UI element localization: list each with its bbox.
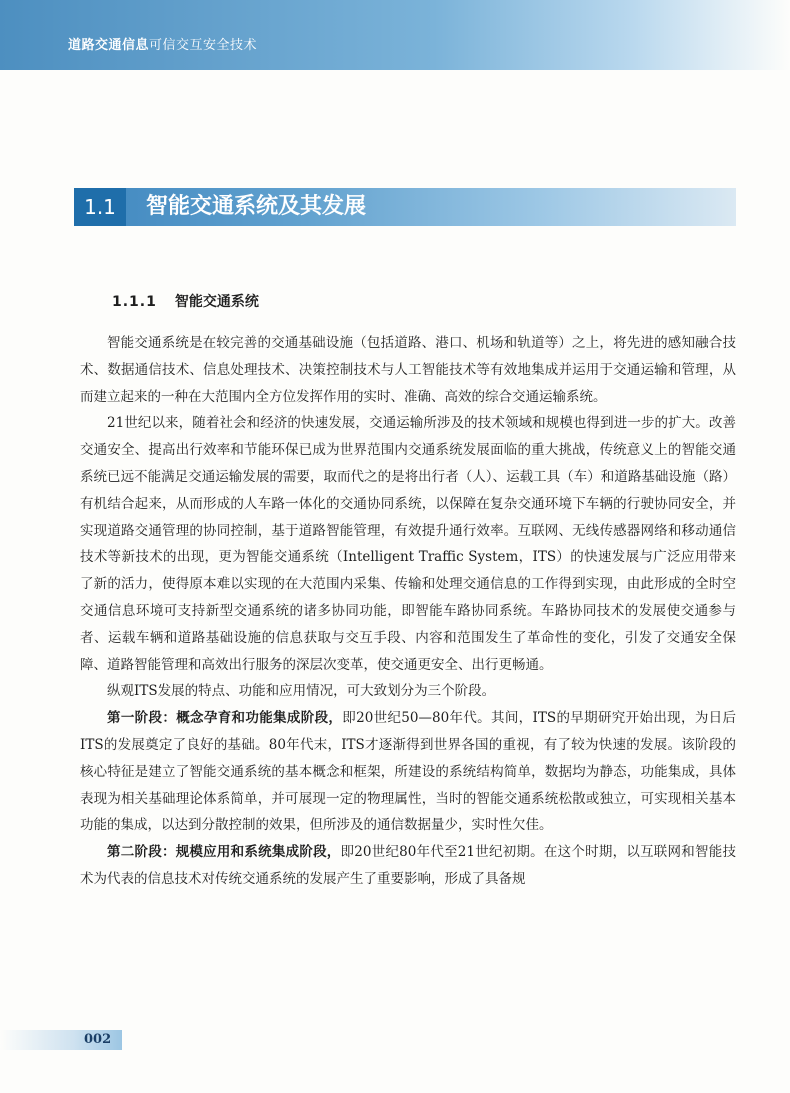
- stage-two-text: 即20世纪80年代至21世纪初期。在这个时期，以互联网和智能技术为代表的信息技术对传统交通系统的发展产生了重要影响，形成了具备规: [80, 844, 736, 887]
- paragraph: 21世纪以来，随着社会和经济的快速发展，交通运输所涉及的技术领域和规模也得到进一步的扩大。改善交通安全、提高出行效率和节能环保已成为世界范围内交通系统发展面临的重大挑战，传统意义上的智能交通系统已远不能满足交通运输发展的需要，取而代之的是将出行者（人）、运载工具（车）和道路基础设施（路）有机结合起来，从而形成的人车路一体化的交通协同系统，以保障在复杂交通环境下车辆的行驶协同安全，并实现道路交通管理的协同控制，基于道路智能管理，有效提升通行效率。互联网、无线传感器网络和移动通信技术等新技术的出现，更为智能交通系统（Intelligent Traffic System，ITS）的快速发展与广泛应用带来了新的活力，使得原本难以实现的在大范围内采集、传输和处理交通信息的工作得到实现，由此形成的全时空交通信息环境可支持新型交通系统的诸多协同功能，即智能车路协同系统。车路协同技术的发展使交通参与者、运载车辆和道路基础设施的信息获取与交互手段、内容和范围发生了革命性的变化，引发了交通安全保障、道路智能管理和高效出行服务的深层次变革，使交通更安全、出行更畅通。: [80, 415, 736, 673]
- header-title-bold: 道路交通信息: [68, 38, 150, 53]
- paragraph: 智能交通系统是在较完善的交通基础设施（包括道路、港口、机场和轨道等）之上，将先进的感知融合技术、数据通信技术、信息处理技术、决策控制技术与人工智能技术等有效地集成并运用于交通运输和管理，从而建立起来的一种在大范围内全方位发挥作用的实时、准确、高效的综合交通运输系统。: [80, 335, 736, 405]
- paragraph: [80, 705, 736, 839]
- body-text: [80, 330, 736, 893]
- subsection-number: 1.1.1: [112, 294, 157, 310]
- stage-one-lead: 第一阶段：概念孕育和功能集成阶段，: [107, 710, 343, 727]
- header-title-rest: 可信交互安全技术: [149, 38, 258, 53]
- paragraph: [80, 839, 736, 893]
- stage-one-text: 即20世纪50—80年代。其间，ITS的早期研究开始出现，为日后ITS的发展奠定了良好的基础。80年代末，ITS才逐渐得到世界各国的重视，有了较为快速的发展。该阶段的核心特征是建立了智能交通系统的基本概念和框架，所建设的系统结构简单，数据均为静态，功能集成，具体表现为相关基础理论体系简单，并可展现一定的物理属性，当时的智能交通系统松散或独立，可实现相关基本功能的集成，以达到分散控制的效果，但所涉及的通信数据量少，实时性欠佳。: [80, 710, 737, 834]
- subsection-heading: [112, 291, 259, 311]
- running-header: [68, 34, 257, 53]
- stage-two-lead: 第二阶段：规模应用和系统集成阶段，: [107, 844, 341, 861]
- paragraph: 纵观ITS发展的特点、功能和应用情况，可大致划分为三个阶段。: [107, 683, 496, 700]
- page-number-tab: [0, 1030, 122, 1050]
- section-number: 1.1: [74, 188, 126, 226]
- section-title: 智能交通系统及其发展: [146, 194, 367, 219]
- page-number: 002: [84, 1032, 112, 1047]
- subsection-title: 智能交通系统: [174, 294, 259, 310]
- section-heading-bar: [74, 188, 736, 226]
